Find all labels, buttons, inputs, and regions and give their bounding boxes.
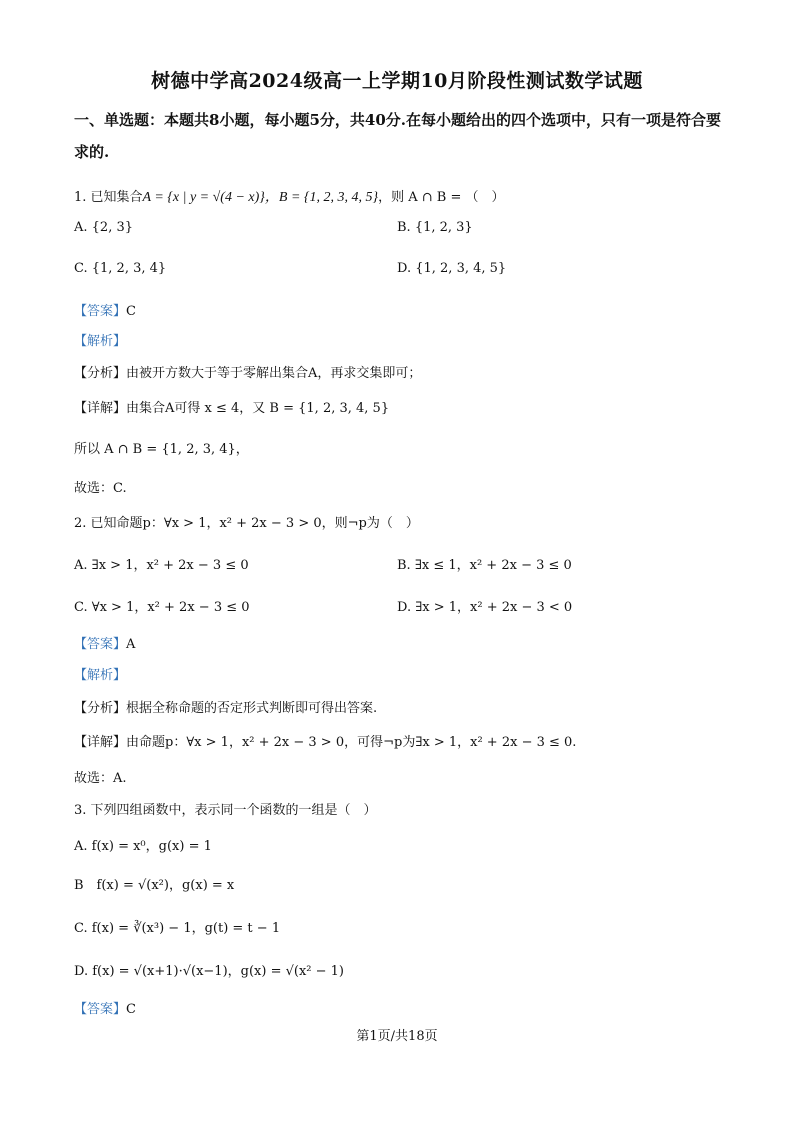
q1-analysis-text: 由被开方数大于等于零解出集合A，再求交集即可； [126, 366, 422, 381]
q1-detail-text: 由集合A可得 x ≤ 4，又 B = {1, 2, 3, 4, 5} [126, 401, 390, 416]
q2-choice: 故选：A. [74, 771, 127, 786]
q3-answer-value: C [126, 1002, 136, 1017]
q3-answer-tag: 【答案】 [74, 1002, 127, 1017]
q2-answer-value: A [126, 637, 136, 652]
q2-option-d: D. ∃x > 1，x² + 2x − 3 < 0 [397, 600, 573, 615]
q1-set-b: ，B = {1, 2, 3, 4, 5} [264, 190, 379, 205]
section-heading: 一、单选题：本题共8小题，每小题5分，共40分.在每小题给出的四个选项中，只有一项是符合要求的. [74, 111, 721, 161]
q2-stem: 2. 已知命题p：∀x > 1，x² + 2x − 3 > 0，则¬p为（ ） [74, 516, 419, 531]
q2-answer [74, 633, 135, 652]
q3-answer [74, 998, 136, 1017]
q1-option-b: B. {1, 2, 3} [397, 220, 473, 235]
q1-option-a: A. {2, 3} [74, 220, 134, 235]
q1-choice: 故选：C. [74, 481, 127, 496]
q3-option-a: A. f(x) = x⁰，g(x) = 1 [74, 839, 212, 854]
q2-detail-tag: 【详解】 [74, 735, 127, 750]
q2-detail [74, 731, 576, 750]
q2-analysis-text: 根据全称命题的否定形式判断即可得出答案. [126, 701, 378, 716]
page-footer: 第1页/共18页 [356, 1029, 438, 1044]
q1-set-a: A = {x | y = √(4 − x)} [142, 190, 265, 205]
q3-stem: 3. 下列四组函数中，表示同一个函数的一组是（ ） [74, 803, 377, 818]
q2-option-a: A. ∃x > 1，x² + 2x − 3 ≤ 0 [74, 558, 249, 573]
q2-option-c: C. ∀x > 1，x² + 2x − 3 ≤ 0 [74, 600, 250, 615]
q2-detail-text: 由命题p：∀x > 1，x² + 2x − 3 > 0，可得¬p为∃x > 1，x² + 2x − 3 ≤ 0. [126, 735, 577, 750]
q1-stem [74, 186, 504, 206]
q1-analysis [74, 362, 421, 381]
q2-analysis-tag: 【分析】 [74, 701, 127, 716]
q2-analysis [74, 697, 377, 716]
q1-stem-prefix: 1. 已知集合 [74, 190, 143, 205]
q1-answer-value: C [126, 304, 136, 319]
q1-jiexi-tag: 【解析】 [74, 334, 127, 349]
q2-option-b: B. ∃x ≤ 1，x² + 2x − 3 ≤ 0 [397, 558, 572, 573]
q1-option-c: C. {1, 2, 3, 4} [74, 261, 167, 276]
q1-analysis-tag: 【分析】 [74, 366, 127, 381]
q2-jiexi-tag: 【解析】 [74, 668, 127, 683]
q3-option-c: C. f(x) = ∛(x³) − 1，g(t) = t − 1 [74, 921, 281, 936]
q1-therefore: 所以 A ∩ B = {1, 2, 3, 4}， [74, 442, 249, 457]
q2-answer-tag: 【答案】 [74, 637, 127, 652]
q3-option-b: B f(x) = √(x²)，g(x) = x [74, 878, 235, 893]
q1-answer [74, 300, 136, 319]
q1-option-d: D. {1, 2, 3, 4, 5} [397, 261, 507, 276]
q1-detail [74, 397, 389, 416]
q3-option-d: D. f(x) = √(x+1)·√(x−1)，g(x) = √(x² − 1) [74, 964, 344, 979]
q1-stem-suffix: ，则 A ∩ B = （ ） [378, 190, 505, 205]
q1-detail-tag: 【详解】 [74, 401, 127, 416]
page-title: 树德中学高2024级高一上学期10月阶段性测试数学试题 [151, 70, 643, 92]
q1-answer-tag: 【答案】 [74, 304, 127, 319]
